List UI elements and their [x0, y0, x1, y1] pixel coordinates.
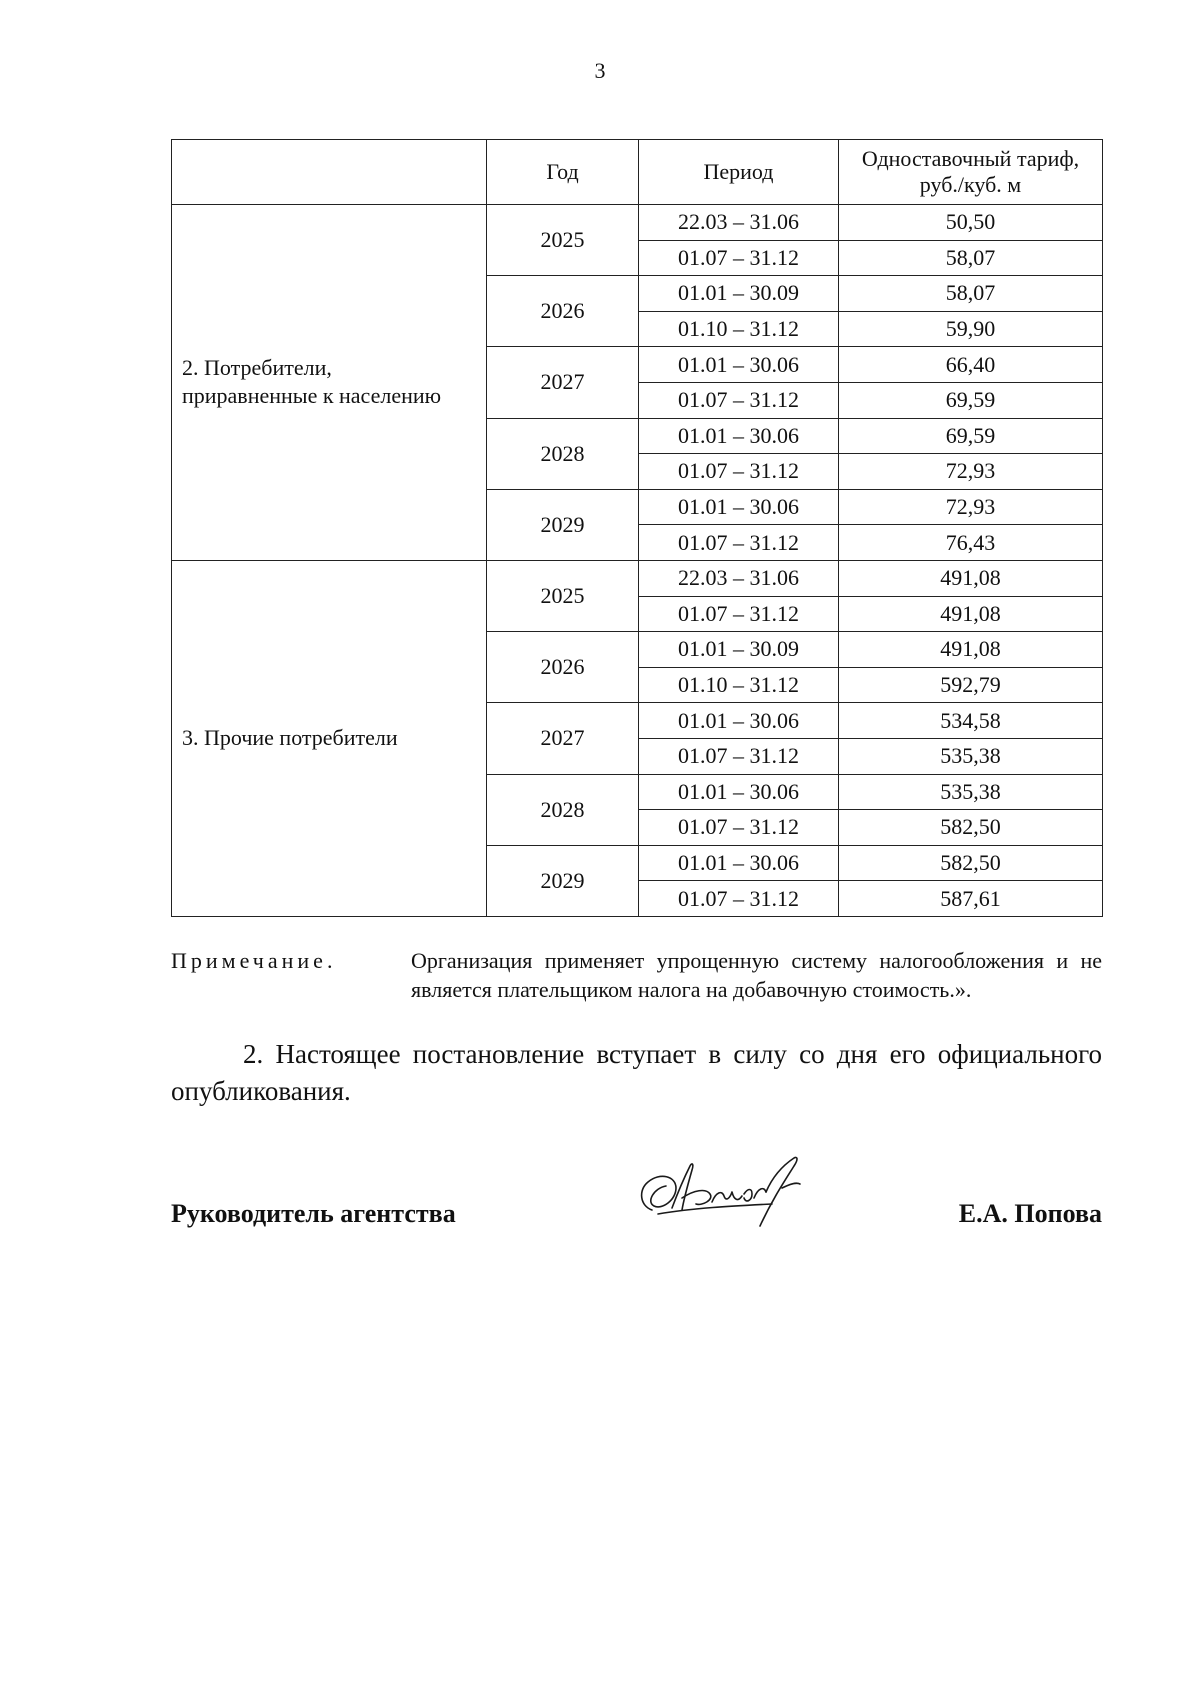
tariff-cell: 491,08 [839, 632, 1103, 668]
tariff-cell: 76,43 [839, 525, 1103, 561]
period-cell: 01.07 – 31.12 [639, 454, 839, 490]
group-name-line1: 2. Потребители, [182, 355, 332, 381]
tariff-cell: 535,38 [839, 738, 1103, 774]
handwritten-signature-icon [632, 1148, 822, 1238]
period-cell: 01.01 – 30.06 [639, 347, 839, 383]
period-cell: 01.10 – 31.12 [639, 667, 839, 703]
period-cell: 01.01 – 30.09 [639, 276, 839, 312]
period-cell: 01.07 – 31.12 [639, 525, 839, 561]
year-cell: 2026 [487, 276, 639, 347]
tariff-cell: 582,50 [839, 810, 1103, 846]
period-cell: 22.03 – 31.06 [639, 205, 839, 241]
header-year: Год [487, 140, 639, 205]
tariff-cell: 491,08 [839, 560, 1103, 596]
year-cell: 2029 [487, 489, 639, 560]
table-row [172, 205, 1103, 241]
period-cell: 01.07 – 31.12 [639, 881, 839, 917]
group-name-cell [172, 205, 487, 561]
tariff-cell: 72,93 [839, 454, 1103, 490]
group-name-line2: приравненные к населению [182, 383, 442, 409]
period-cell: 22.03 – 31.06 [639, 560, 839, 596]
tariff-cell: 50,50 [839, 205, 1103, 241]
signer-title: Руководитель агентства [171, 1199, 456, 1228]
header-tariff-line2: руб./куб. м [919, 172, 1022, 197]
period-cell: 01.01 – 30.09 [639, 632, 839, 668]
tariff-cell: 69,59 [839, 382, 1103, 418]
tariff-cell: 535,38 [839, 774, 1103, 810]
group-name-cell [172, 560, 487, 916]
tariff-table [171, 139, 1103, 917]
tariff-cell: 66,40 [839, 347, 1103, 383]
year-cell: 2028 [487, 418, 639, 489]
table-row [172, 560, 1103, 596]
tariff-cell: 58,07 [839, 276, 1103, 312]
year-cell: 2025 [487, 205, 639, 276]
year-cell: 2029 [487, 845, 639, 916]
year-cell: 2025 [487, 560, 639, 631]
tariff-cell: 58,07 [839, 240, 1103, 276]
tariff-cell: 592,79 [839, 667, 1103, 703]
year-cell: 2028 [487, 774, 639, 845]
period-cell: 01.01 – 30.06 [639, 845, 839, 881]
tariff-cell: 534,58 [839, 703, 1103, 739]
tariff-cell: 72,93 [839, 489, 1103, 525]
period-cell: 01.01 – 30.06 [639, 703, 839, 739]
header-category [172, 140, 487, 205]
period-cell: 01.07 – 31.12 [639, 382, 839, 418]
year-cell: 2026 [487, 632, 639, 703]
period-cell: 01.10 – 31.12 [639, 311, 839, 347]
signer-name: Е.А. Попова [958, 1199, 1102, 1228]
period-cell: 01.07 – 31.12 [639, 738, 839, 774]
note-label: Примечание. [171, 948, 337, 973]
period-cell: 01.01 – 30.06 [639, 774, 839, 810]
page-number: 3 [594, 58, 606, 83]
period-cell: 01.07 – 31.12 [639, 240, 839, 276]
period-cell: 01.01 – 30.06 [639, 489, 839, 525]
period-cell: 01.07 – 31.12 [639, 810, 839, 846]
group-name-line1: 3. Прочие потребители [182, 725, 398, 751]
header-tariff-line1: Одноставочный тариф, [861, 146, 1080, 171]
header-period: Период [639, 140, 839, 205]
tariff-cell: 582,50 [839, 845, 1103, 881]
year-cell: 2027 [487, 703, 639, 774]
effective-date-paragraph: 2. Настоящее постановление вступает в силу со дня его официального опубликования. [171, 1039, 1102, 1106]
period-cell: 01.01 – 30.06 [639, 418, 839, 454]
year-cell: 2027 [487, 347, 639, 418]
tariff-cell: 587,61 [839, 881, 1103, 917]
tariff-cell: 69,59 [839, 418, 1103, 454]
tariff-cell: 59,90 [839, 311, 1103, 347]
period-cell: 01.07 – 31.12 [639, 596, 839, 632]
note-text: Организация применяет упрощенную систему налогообложения и не является плательщиком налога на добавочную стоимость.». [411, 948, 1102, 1002]
header-tariff [839, 140, 1103, 205]
tariff-cell: 491,08 [839, 596, 1103, 632]
table-header-row [172, 140, 1103, 205]
